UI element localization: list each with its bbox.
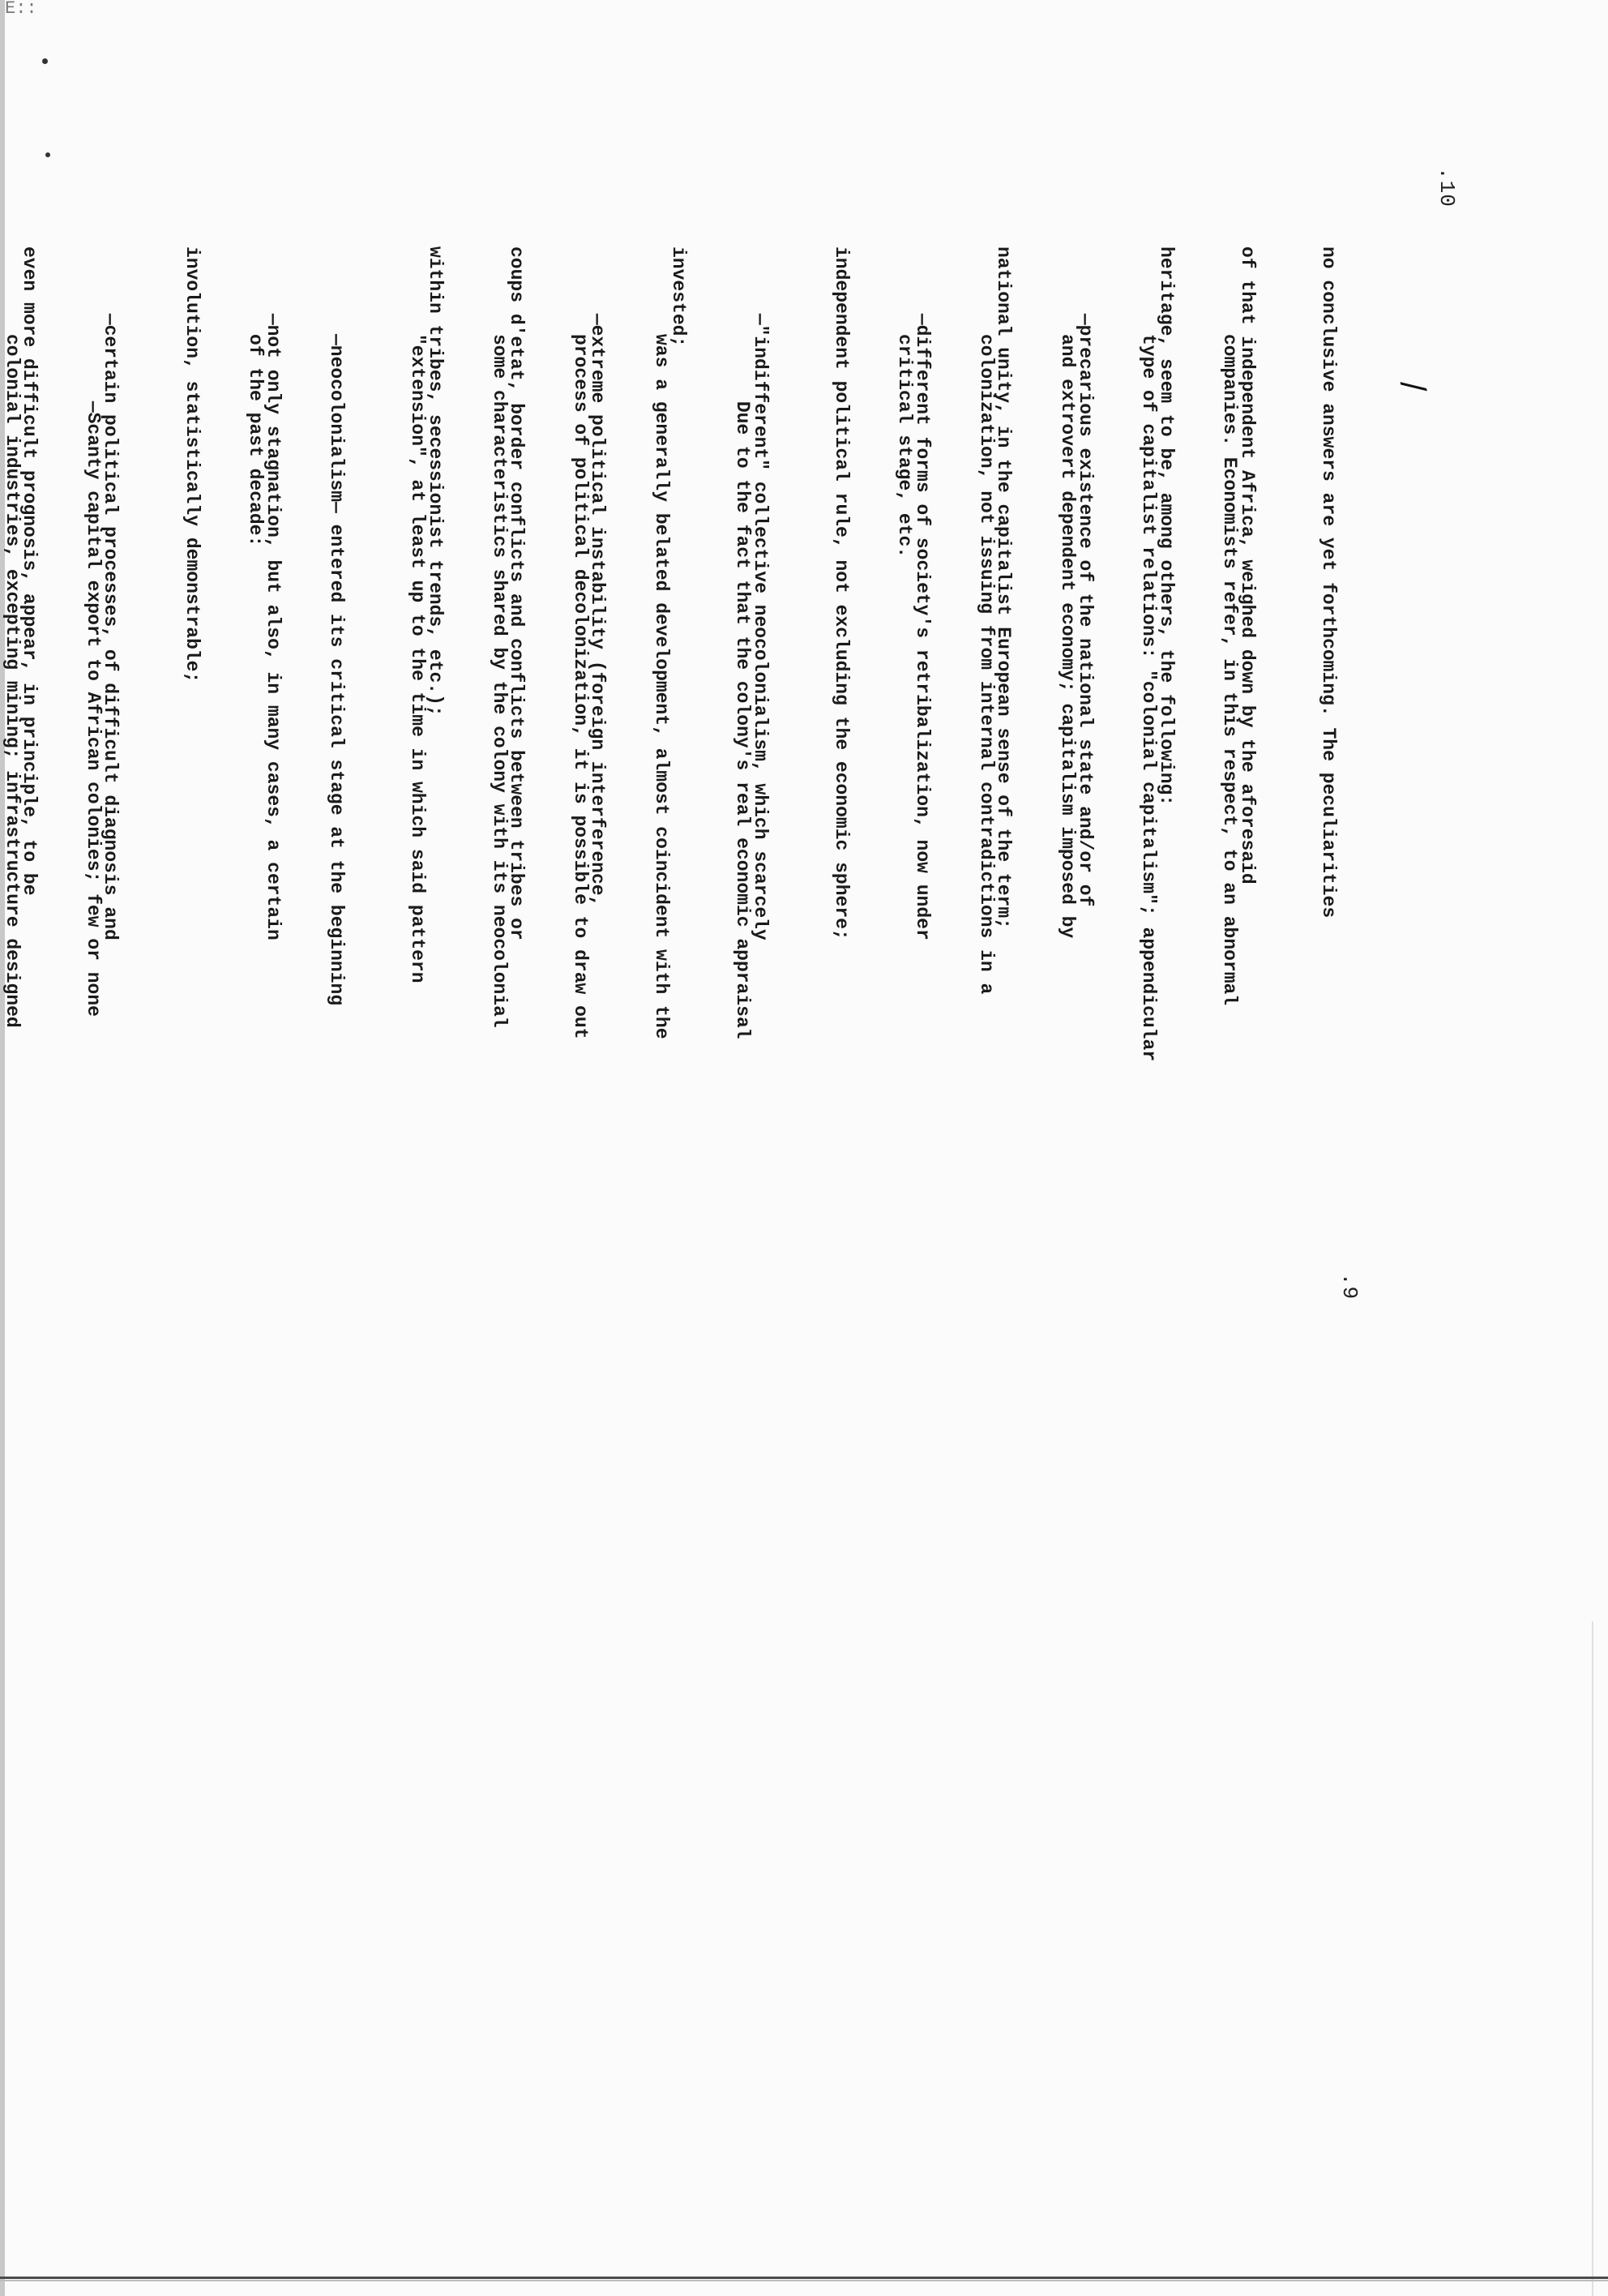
text-line: of the past decade:	[244, 334, 266, 547]
text-line: was a generally belated development, almost coincident with the	[651, 334, 673, 1039]
text-line: —neocolonialism— entered its critical stage at the beginning	[326, 334, 348, 1006]
page-number-left: .9	[1337, 1273, 1362, 1300]
text-line: coups d'etat, border conflicts and conflicts between tribes or	[506, 246, 527, 940]
text-line: —precarious existence of the national state and/or of	[1074, 246, 1096, 907]
paragraph-gap	[340, 246, 367, 1414]
text-line: companies. Economists refer, in this respect, to an abnormal	[1219, 334, 1241, 1006]
text-line: involution, statistically demonstrable;	[181, 246, 203, 683]
speck	[45, 152, 50, 157]
text-line: process of political decolonization, it is possible to draw out	[569, 334, 591, 1039]
text-line: type of capitalist relations: "colonial capitalism"; appendicular	[1137, 334, 1159, 1062]
speck	[42, 58, 48, 64]
page-right-column	[0, 246, 1396, 1414]
text-line: critical stage, etc.	[894, 334, 916, 559]
text-line: within tribes, secessionist trends, etc.);	[424, 246, 446, 717]
text-line: invested;	[668, 246, 690, 348]
text-line: and extrovert dependent economy; capitalism imposed by	[1056, 334, 1078, 939]
text-line: national unity, in the capitalist European sense of the term;	[993, 246, 1015, 929]
rotated-page-spread	[1, 0, 1608, 2296]
text-line: —Scanty capital export to African colonies; few or none	[82, 334, 104, 1017]
page-number-right: .10	[1435, 167, 1459, 208]
text-line: no conclusive answers are yet forthcoming. The peculiarities	[1318, 246, 1340, 919]
text-line: some characteristics shared by the colony with its neocolonial	[488, 334, 510, 1028]
text-line: of that independent Africa, weighed down by the aforesaid	[1236, 246, 1258, 885]
text-line: even more difficult prognosis, appear, in principle, to be	[19, 246, 41, 896]
paragraph	[367, 246, 1396, 1414]
text-line: independent political rule, not excluding the economic sphere;	[830, 246, 852, 940]
text-line: heritage, seem to be, among others, the following:	[1155, 246, 1177, 807]
text-line: —certain political processes, of difficult diagnosis and	[100, 246, 122, 940]
text-line: —not only stagnation, but also, in many cases, a certain	[262, 246, 284, 940]
paragraph	[0, 246, 340, 1414]
text-line: —"indifferent" collective neocolonialism, which scarcely	[749, 246, 771, 940]
insertion-mark: /	[1389, 373, 1431, 402]
text-line: colonization, not issuing from internal contradictions in a	[975, 334, 997, 995]
text-line: "extension", at least up to the time in which said pattern	[407, 334, 429, 983]
text-line: —extreme political instability (foreign interference,	[587, 246, 609, 907]
text-line: Due to the fact that the colony's real economic appraisal	[732, 334, 754, 1039]
scan-corner-mark: E::	[5, 0, 37, 19]
text-line: —different forms of society's retribalization, now under	[912, 246, 934, 940]
text-line: colonial industries, excepting mining; infrastructure designed	[1, 334, 23, 1028]
